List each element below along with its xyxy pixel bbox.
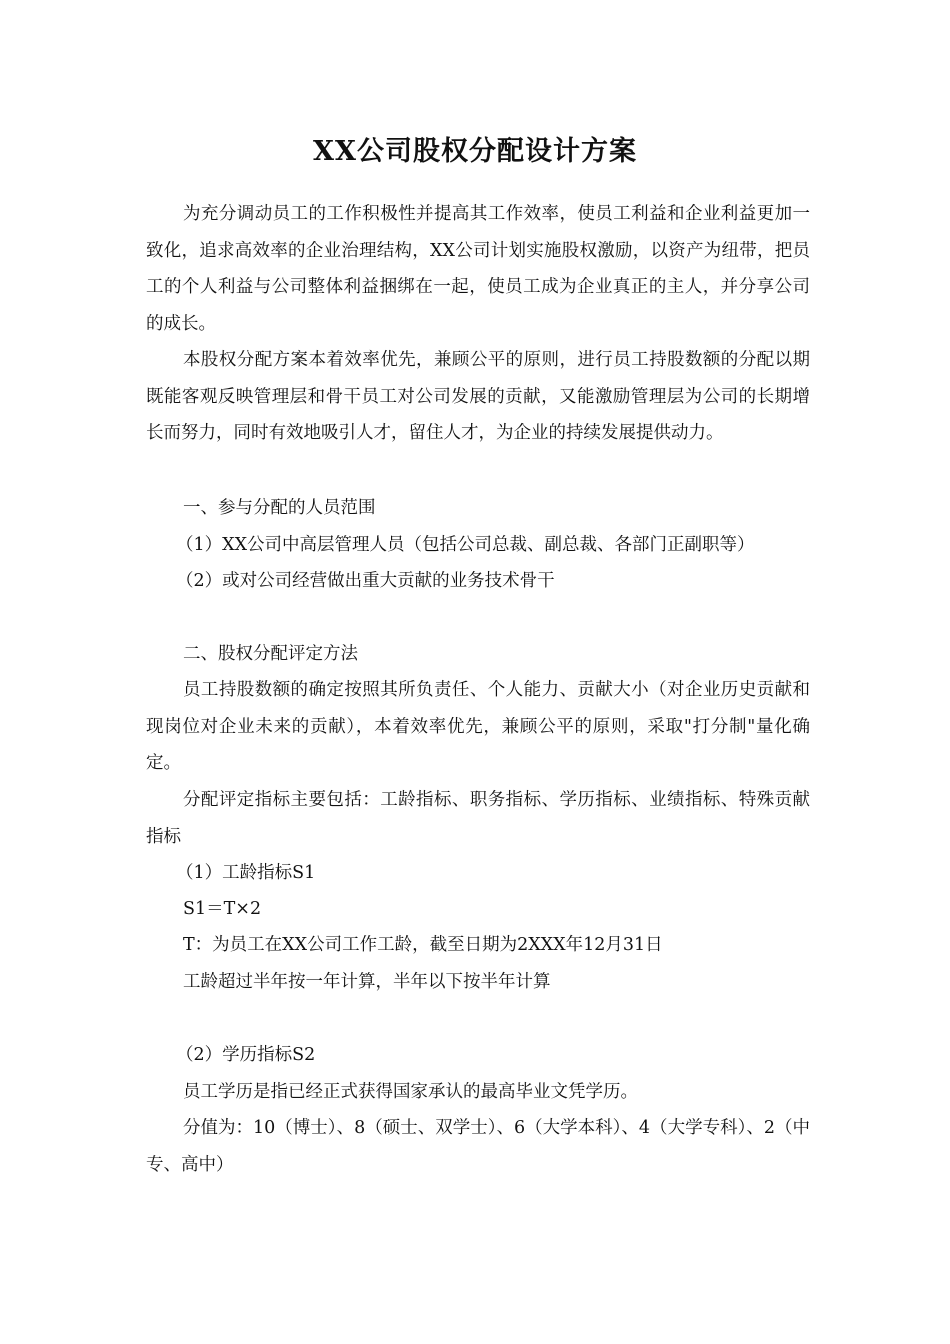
s1-rule: 工龄超过半年按一年计算，半年以下按半年计算 — [183, 972, 551, 992]
section2-heading: 二、股权分配评定方法 — [183, 644, 358, 664]
section1-item-2: （2）或对公司经营做出重大贡献的业务技术骨干 — [176, 571, 555, 591]
s1-definition: T：为员工在XX公司工作工龄，截至日期为2XXX年12月31日 — [183, 935, 663, 955]
intro-paragraph-1: 为充分调动员工的工作积极性并提高其工作效率，使员工利益和企业利益更加一致化，追求高效率的企业治理结构，XX公司计划实施股权激励，以资产为纽带，把员工的个人利益与公司整体利益捆绑在一起，使员工成为企业真正的主人，并分享公司的成长。 — [146, 204, 810, 334]
document-title: XX公司股权分配设计方案 — [313, 136, 637, 167]
section1-item-1: （1）XX公司中高层管理人员（包括公司总裁、副总裁、各部门正副职等） — [176, 535, 755, 555]
intro-paragraph-2: 本股权分配方案本着效率优先，兼顾公平的原则，进行员工持股数额的分配以期既能客观反映管理层和骨干员工对公司发展的贡献，又能激励管理层为公司的长期增长而努力，同时有效地吸引人才，留住人才，为企业的持续发展提供动力。 — [146, 350, 810, 443]
section1-heading: 一、参与分配的人员范围 — [183, 498, 376, 518]
s2-definition: 员工学历是指已经正式获得国家承认的最高毕业文凭学历。 — [183, 1082, 638, 1102]
section2-paragraph-2: 分配评定指标主要包括：工龄指标、职务指标、学历指标、业绩指标、特殊贡献指标 — [146, 790, 810, 847]
s2-heading: （2）学历指标S2 — [176, 1045, 316, 1065]
s1-formula: S1＝T×2 — [183, 899, 262, 919]
section2-paragraph-1: 员工持股数额的确定按照其所负责任、个人能力、贡献大小（对企业历史贡献和现岗位对企业未来的贡献），本着效率优先，兼顾公平的原则，采取"打分制"量化确定。 — [146, 680, 810, 773]
s2-values: 分值为：10（博士）、8（硕士、双学士）、6（大学本科）、4（大学专科）、2（中专、高中） — [146, 1118, 810, 1175]
s1-heading: （1）工龄指标S1 — [176, 863, 316, 883]
